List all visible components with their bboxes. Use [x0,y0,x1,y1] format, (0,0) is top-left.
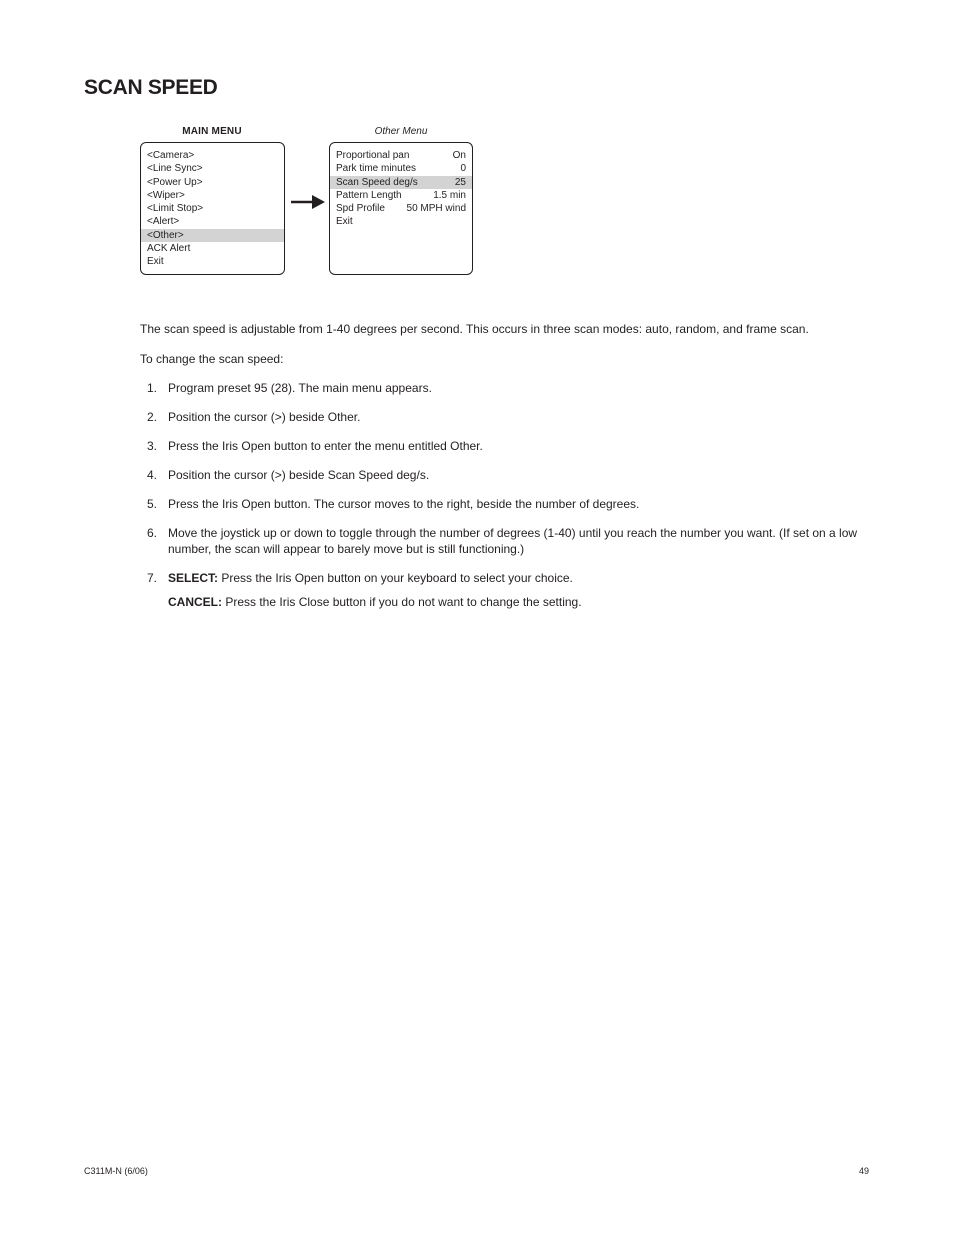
step-item: 1. Program preset 95 (28). The main menu appears. [147,381,432,395]
footer-page-number: 49 [858,1166,869,1176]
main-menu-item-highlighted: <Other> [141,229,284,242]
step-item: 4. Position the cursor (>) beside Scan Speed deg/s. [147,468,430,482]
page-title: SCAN SPEED [84,76,218,99]
main-menu-box [140,142,285,275]
main-menu-item: <Wiper> [147,189,185,201]
main-menu-item: <Camera> [147,150,195,161]
step-item: 2. Position the cursor (>) beside Other. [147,410,361,424]
step-item: 5. Press the Iris Open button. The cursor moves to the right, beside the number of degrees. [147,497,640,511]
main-menu-item: <Power Up> [147,176,203,188]
step-item: 3. Press the Iris Open button to enter the menu entitled Other. [147,439,483,453]
main-menu-item: <Limit Stop> [147,203,204,215]
cancel-label: CANCEL: [168,595,222,609]
lead-paragraph: To change the scan speed: [140,352,284,366]
intro-paragraph: The scan speed is adjustable from 1-40 degrees per second. This occurs in three scan modes: auto, random, and frame scan. [140,322,809,336]
other-menu-item: Park time minutes 0 [336,163,466,175]
step-item: 7. SELECT: Press the Iris Open button on your keyboard to select your choice. CANCEL: Press the Iris Close button if you do not want to change the setting. [140,570,880,610]
right-arrow-icon [290,192,326,212]
main-menu-item: <Alert> [147,216,180,228]
select-label: SELECT: [168,571,219,585]
footer-doc-id: C311M-N (6/06) [84,1166,148,1176]
main-menu-item: ACK Alert [147,243,191,255]
steps-list [140,380,880,610]
other-menu-item-highlighted: Scan Speed deg/s 25 [330,176,472,189]
select-line: SELECT: Press the Iris Open button on your keyboard to select your choice. [168,571,573,585]
other-menu-item: Pattern Length 1.5 min [336,189,466,201]
other-menu-item: Spd Profile 50 MPH wind [336,203,466,215]
main-menu-caption: MAIN MENU [182,126,242,137]
other-menu-item: Exit [336,216,353,228]
other-menu-caption: Other Menu [374,126,428,137]
other-menu-box [329,142,473,275]
cancel-line: CANCEL: Press the Iris Close button if you do not want to change the setting. [168,595,582,609]
other-menu-item: Proportional pan On [336,150,466,161]
main-menu-item: <Line Sync> [147,163,203,175]
step-item: 6. Move the joystick up or down to toggle through the number of degrees (1-40) until you reach the number you want. (If set on a low number, the scan will appear to barely move but is still functioning.) [147,526,858,556]
main-menu-item: Exit [147,256,164,268]
body-content [140,321,880,623]
